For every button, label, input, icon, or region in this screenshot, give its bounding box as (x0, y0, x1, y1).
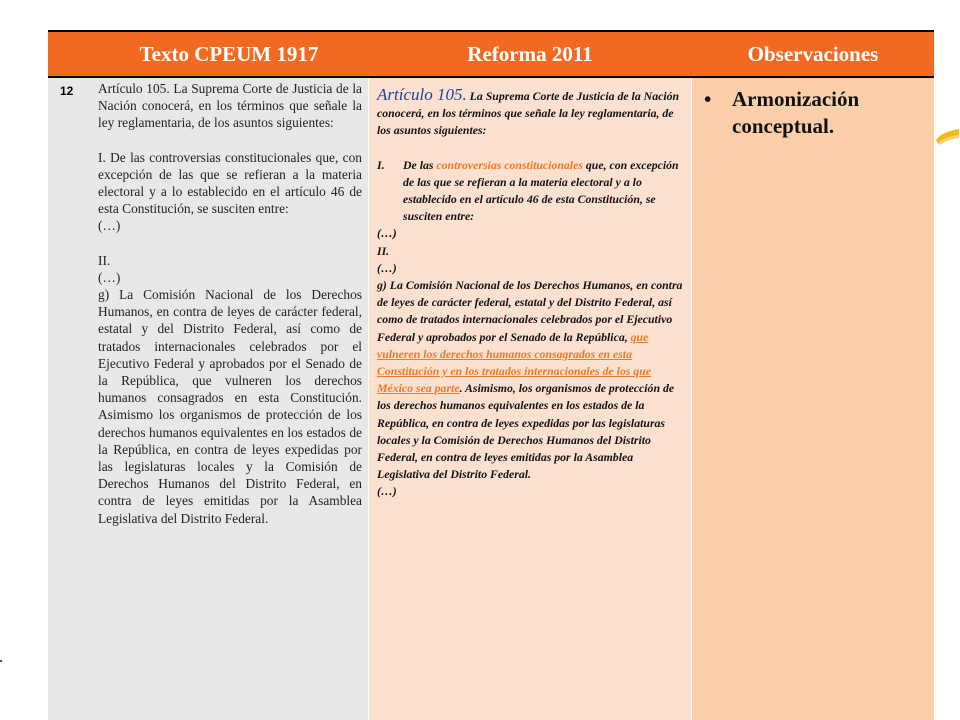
reform-item-text: De las (403, 157, 437, 172)
table-row (48, 78, 934, 720)
row-number-cell (48, 78, 90, 720)
original-ellipsis: (…) (98, 269, 121, 285)
original-fraction: II. (98, 252, 111, 268)
brush-stroke-icon (934, 126, 960, 146)
observations-cell (692, 78, 934, 720)
original-paragraph: I. De las controversias constitucionales que, con excepción de las que se refieran a la materia electoral y a lo establecido en el artículo 46 de esta Constitución, se susciten entre: (98, 149, 362, 217)
reform-g-highlight: que vulneren los derechos humanos consagrados en esta Constitución y en los tratados internacionales de los que México sea parte (377, 329, 651, 396)
reform-intro (377, 86, 683, 140)
header-reform-2011: Reforma 2011 (467, 42, 593, 66)
reform-intro-text: La Suprema Corte de Justicia de la Nación conocerá, en los términos que señale la ley reglamentaria, de los asuntos siguientes: (377, 89, 680, 138)
reform-text-cell (369, 78, 692, 720)
observation-text: Armonización conceptual. (732, 87, 860, 138)
reform-text (377, 86, 683, 501)
comparison-table (48, 32, 934, 720)
header-original-text: Texto CPEUM 1917 (139, 42, 319, 66)
row-number: 12 (60, 84, 74, 98)
reform-ellipsis: (…) (377, 484, 397, 499)
original-paragraph: Artículo 105. La Suprema Corte de Justicia de la Nación conocerá, en los términos que señale la ley reglamentaria, de los asuntos siguientes: (98, 81, 362, 131)
original-ellipsis: (…) (98, 218, 121, 234)
original-text (98, 80, 362, 527)
reform-paragraph-g (377, 277, 683, 483)
reform-item-marker: I. (377, 157, 385, 172)
slide-marker (0, 660, 2, 662)
reform-item (377, 157, 683, 226)
reform-ellipsis: (…) (377, 226, 397, 241)
reform-fraction: II. (377, 243, 390, 258)
reform-article-title: Artículo 105. (377, 85, 467, 104)
reform-g-text: g) La Comisión Nacional de los Derechos Humanos, en contra de leyes de carácter federal, estatal y del Distrito Federal, así como de tratados internacionales celebrados por el Ejecutivo Federal y aprobados por el Senado de la República, (377, 278, 683, 344)
reform-item-text: que, con excepción de las que se refieran a la materia electoral y a lo establecido en el artículo 46 de esta Constitución, se susciten entre: (403, 157, 679, 224)
table-header (48, 32, 934, 78)
reform-item-list (377, 157, 683, 226)
header-observations: Observaciones (747, 42, 879, 66)
reform-highlight: controversias constitucionales (436, 157, 583, 172)
observation-item (704, 86, 924, 140)
reform-ellipsis: (…) (377, 260, 397, 275)
original-text-cell (90, 78, 369, 720)
reform-g-text: . Asimismo, los organismos de protección de los derechos humanos equivalentes en los estados de la República, en contra de leyes expedidas por las legislaturas locales y la Comisión de Derechos Humanos del Distrito Federal, en contra de leyes emitidas por la Asamblea Legislativa del Distrito Federal. (377, 381, 675, 482)
bullet-icon: • (704, 87, 712, 111)
original-paragraph: g) La Comisión Nacional de los Derechos Humanos, en contra de leyes de carácter federal, estatal y del Distrito Federal, así como de tratados internacionales celebrados por el Ejecutivo Federal y aprobados por el Senado de la República, que vulneren los derechos humanos consagrados en esta Constitución. Asimismo los organismos de protección de los derechos humanos equivalentes en los estados de la República, en contra de leyes expedidas por las legislaturas locales y la Comisión de Derechos Humanos del Distrito Federal, en contra de leyes emitidas por la Asamblea Legislativa del Distrito Federal. (98, 287, 362, 526)
